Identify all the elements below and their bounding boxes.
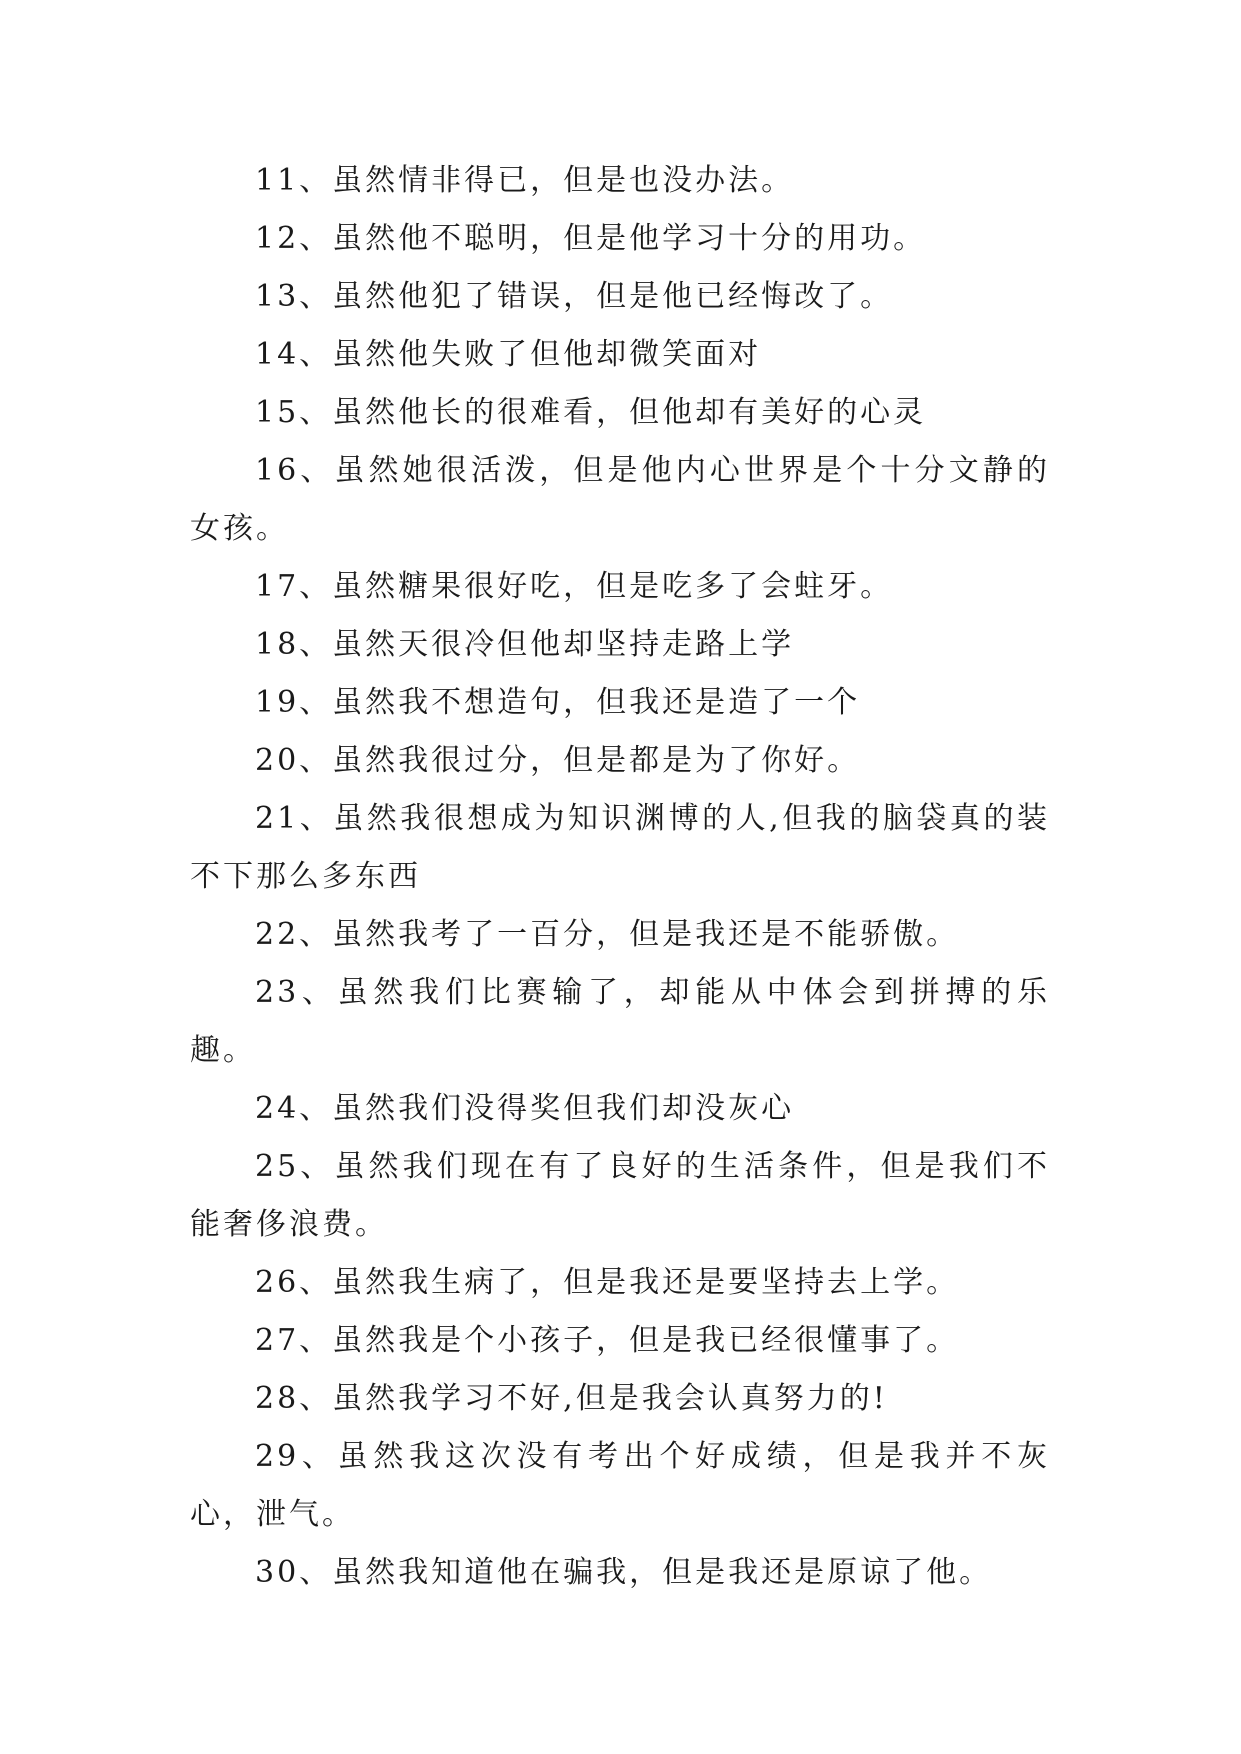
sentence-16: 16、虽然她很活泼，但是他内心世界是个十分文静的女孩。: [190, 453, 1050, 546]
sentence-11: 11、虽然情非得已，但是也没办法。: [255, 163, 795, 198]
sentence-23: 23、虽然我们比赛输了，却能从中体会到拼搏的乐趣。: [190, 975, 1050, 1068]
sentence-21: 21、虽然我很想成为知识渊博的人,但我的脑袋真的装不下那么多东西: [190, 801, 1050, 894]
sentence-26: 26、虽然我生病了，但是我还是要坚持去上学。: [255, 1265, 960, 1300]
sentence-25: 25、虽然我们现在有了良好的生活条件，但是我们不能奢侈浪费。: [190, 1149, 1050, 1242]
sentence-30: 30、虽然我知道他在骗我，但是我还是原谅了他。: [255, 1555, 993, 1590]
sentence-19: 19、虽然我不想造句，但我还是造了一个: [255, 685, 861, 720]
sentence-28: 28、虽然我学习不好,但是我会认真努力的!: [255, 1381, 888, 1416]
sentence-22: 22、虽然我考了一百分，但是我还是不能骄傲。: [255, 917, 960, 952]
sentence-24: 24、虽然我们没得奖但我们却没灰心: [255, 1091, 795, 1126]
sentence-12: 12、虽然他不聪明，但是他学习十分的用功。: [255, 221, 927, 256]
sentence-18: 18、虽然天很冷但他却坚持走路上学: [255, 627, 795, 662]
sentence-13: 13、虽然他犯了错误，但是他已经悔改了。: [255, 279, 894, 314]
sentence-15: 15、虽然他长的很难看，但他却有美好的心灵: [255, 395, 927, 430]
sentence-list: [190, 152, 1050, 1602]
sentence-20: 20、虽然我很过分，但是都是为了你好。: [255, 743, 861, 778]
sentence-14: 14、虽然他失败了但他却微笑面对: [255, 337, 762, 372]
sentence-17: 17、虽然糖果很好吃，但是吃多了会蛀牙。: [255, 569, 894, 604]
sentence-29: 29、虽然我这次没有考出个好成绩，但是我并不灰心，泄气。: [190, 1439, 1050, 1532]
sentence-27: 27、虽然我是个小孩子，但是我已经很懂事了。: [255, 1323, 960, 1358]
